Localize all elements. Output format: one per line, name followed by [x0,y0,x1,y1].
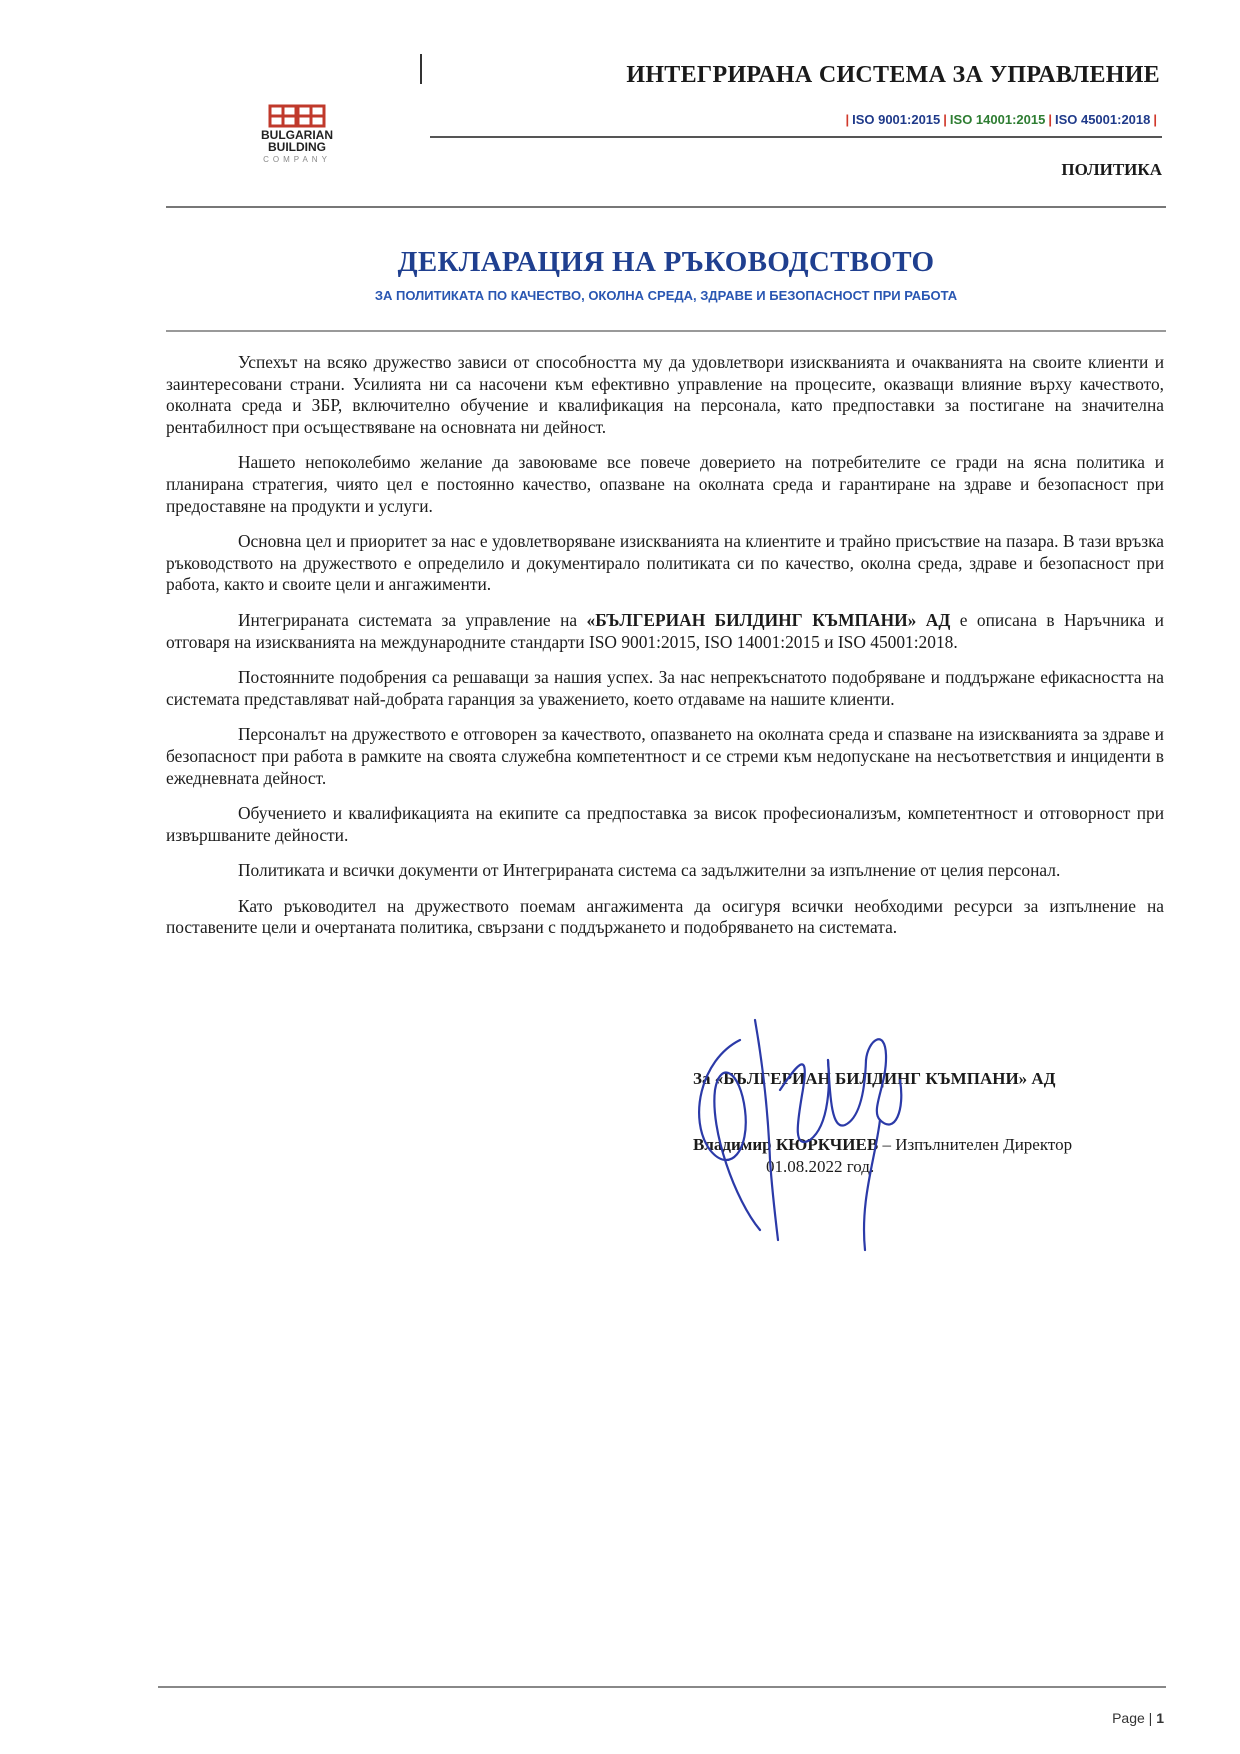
paragraph-4-end: е описана в Наръчника и отговаря на изискванията на международните стандарти ISO 9001:2015, ISO 14001:2015 и ISO 45001:2018. [166,609,1164,652]
page-number: Page | 1 [1112,1710,1164,1726]
header-rule [430,136,1162,138]
company-name-inline: «БЪЛГЕРИАН БИЛДИНГ КЪМПАНИ» АД [586,609,951,630]
company-logo [228,104,388,166]
section-label: ПОЛИТИКА [1061,160,1162,179]
paragraph-4-start: Интегрираната системата за управление на [238,609,587,630]
page-label: Page [1112,1710,1145,1726]
page-number-value: 1 [1156,1710,1164,1726]
page-subtitle: ЗА ПОЛИТИКАТА ПО КАЧЕСТВО, ОКОЛНА СРЕДА, ЗДРАВЕ И БЕЗОПАСНОСТ ПРИ РАБОТА [374,288,958,303]
iso-45001: ISO 45001:2018 [1054,112,1151,127]
paragraph-3: Основна цел и приоритет за нас е удовлетворяване изискванията на клиентите и трайно присъствие на пазара. В тази връзка ръководството на дружеството е определило и документирало политиката си по качество, околна среда, здраве и безопасност при работа, както и своите цели и ангажименти. [166,531,1164,595]
signatory-line [693,1135,1173,1155]
header-divider [420,54,422,84]
declaration-body [166,352,1164,953]
page-title: ДЕКЛАРАЦИЯ НА РЪКОВОДСТВОТО [397,246,935,278]
iso-9001: ISO 9001:2015 [852,112,941,127]
iso-14001: ISO 14001:2015 [949,112,1046,127]
paragraph-2: Нашето непоколебимо желание да завоюваме все повече доверието на потребителите се гради на ясна политика и планирана стратегия, чиято цел е постоянно качество, опазване на околната среда и гарантиране на здраве и безопасност при предоставяне на продукти и услуги. [166,452,1164,516]
logo-text-1: BULGARIAN [261,128,333,142]
paragraph-4 [166,610,1164,653]
top-rule [166,206,1166,208]
signatory-name: Владимир КЮРКЧИЕВ [693,1135,879,1154]
logo-text-3: COMPANY [263,155,331,164]
signatory-role: – Изпълнителен Директор [878,1135,1073,1154]
paragraph-7: Обучението и квалификацията на екипите са предпоставка за висок професионализъм, компетентност и отговорност при извършваните дейности. [166,803,1164,845]
logo-text-2: BUILDING [268,140,326,154]
signature-company: За «БЪЛГЕРИАН БИЛДИНГ КЪМПАНИ» АД [693,1069,1056,1088]
signature-date: 01.08.2022 год. [766,1157,875,1176]
iso-standards-line: | ISO 9001:2015 | ISO 14001:2015 | ISO 45001:2018 | [845,112,1157,127]
paragraph-9: Като ръководител на дружеството поемам ангажимента да осигуря всички необходими ресурси за изпълнение на поставените цели и очертаната политика, свързани с поддържането и подобряването на системата. [166,895,1164,938]
title-rule [166,330,1166,332]
footer-rule [158,1686,1166,1688]
system-title: ИНТЕГРИРАНА СИСТЕМА ЗА УПРАВЛЕНИЕ [626,62,1160,88]
paragraph-8: Политиката и всички документи от Интегрираната система са задължителни за изпълнение от целия персонал. [238,860,1061,881]
paragraph-6: Персоналът на дружеството е отговорен за качеството, опазването на околната среда и спазване на изискванията за здраве и безопасност при работа в рамките на своята служебна компетентност и се стреми към недопускане на несъответствия и инциденти в ежедневната дейност. [166,724,1164,788]
paragraph-1: Успехът на всяко дружество зависи от способността му да удовлетвори изискванията и очакванията на своите клиенти и заинтересовани страни. Усилията ни са насочени към ефективно управление на процесите, оказващи влияние върху качеството, околната среда и ЗБР, включително обучение и квалификация на персонала, като предпоставки за постигане на значителна рентабилност при осъществяване на основната ни дейност. [166,352,1164,437]
handwritten-signature [680,1000,960,1260]
paragraph-5: Постоянните подобрения са решаващи за нашия успех. За нас непрекъснатото подобряване и поддържане ефикасността на системата представляват най-добрата гаранция за уважението, което отдаваме на нашите клиенти. [166,667,1164,709]
